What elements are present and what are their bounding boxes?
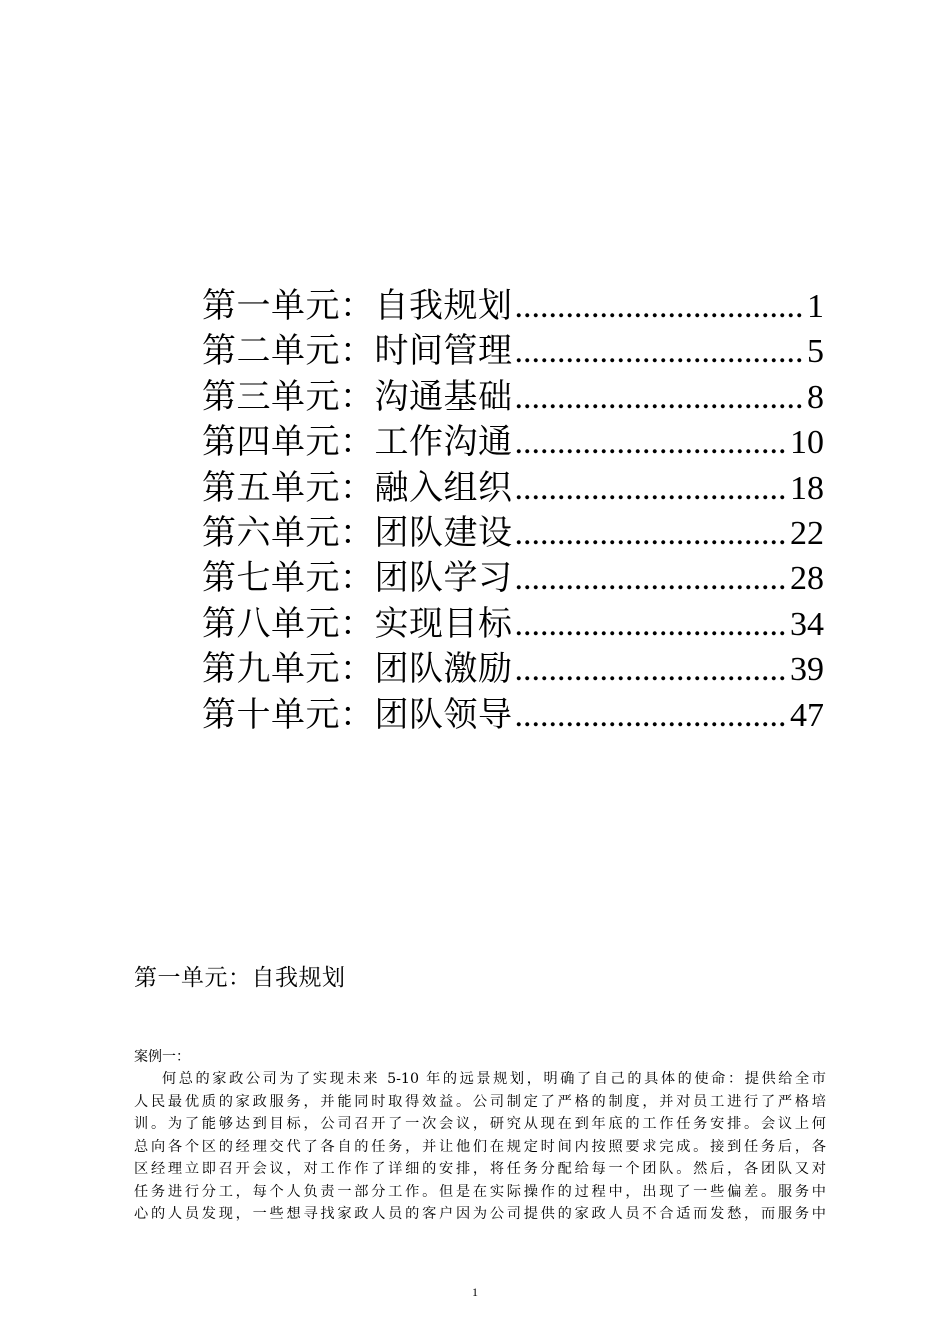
section-heading: 第一单元：自我规划 (134, 965, 346, 991)
toc-entry-page: 18 (790, 469, 824, 507)
toc-entry-page: 39 (790, 651, 824, 689)
toc-leader-dots (515, 284, 806, 329)
toc-leader-dots (515, 420, 789, 465)
body-line: 人民最优质的家政服务，并能同时取得效益。公司制定了严格的制度，并对员工进行了严格培 (134, 1093, 826, 1110)
toc-entry[interactable] (202, 602, 824, 647)
toc-entry[interactable] (202, 556, 824, 601)
toc-entry-page: 47 (790, 696, 824, 734)
toc-entry[interactable] (202, 693, 824, 738)
body-line: 心的人员发现，一些想寻找家政人员的客户因为公司提供的家政人员不合适而发愁，而服务中 (134, 1206, 826, 1222)
toc-entry[interactable] (202, 329, 824, 374)
toc-entry[interactable] (202, 420, 824, 465)
body-line: 何总的家政公司为了实现未来 5-10 年的远景规划，明确了自己的具体的使命：提供给全市 (162, 1071, 826, 1087)
page-number: 1 (472, 1285, 478, 1299)
case-label: 案例一： (134, 1049, 190, 1065)
toc-leader-dots (515, 602, 789, 647)
toc-entry-page: 8 (807, 378, 824, 416)
toc-leader-dots (515, 693, 789, 738)
toc-entry[interactable] (202, 375, 824, 420)
toc-entry-title: 第九单元：团队激励 (202, 649, 513, 690)
case-body-paragraph (134, 1068, 826, 1226)
toc-entry-title: 第四单元：工作沟通 (202, 422, 513, 463)
toc-leader-dots (515, 511, 789, 556)
toc-leader-dots (515, 556, 789, 601)
body-line: 区经理立即召开会议，对工作作了详细的安排，将任务分配给每一个团队。然后，各团队又对 (134, 1161, 826, 1177)
toc-entry-title: 第十单元：团队领导 (202, 694, 513, 735)
body-line: 任务进行分工，每个人负责一部分工作。但是在实际操作的过程中，出现了一些偏差。服务中 (134, 1183, 826, 1200)
toc-entry[interactable] (202, 647, 824, 692)
toc-entry-page: 1 (807, 288, 824, 325)
toc-leader-dots (515, 329, 806, 374)
toc-entry-page: 5 (807, 333, 824, 371)
toc-leader-dots (515, 466, 789, 511)
toc-entry-title: 第八单元：实现目标 (202, 603, 513, 644)
toc-entry-title: 第五单元：融入组织 (202, 467, 513, 508)
toc-entry[interactable] (202, 511, 824, 556)
body-line: 训。为了能够达到目标，公司召开了一次会议，研究从现在到年底的工作任务安排。会议上何 (134, 1116, 826, 1132)
toc-entry[interactable] (202, 466, 824, 511)
toc-entry-page: 34 (790, 605, 824, 643)
toc-entry-title: 第七单元：团队学习 (202, 558, 513, 599)
body-line: 总向各个区的经理交代了各自的任务，并让他们在规定时间内按照要求完成。接到任务后，各 (134, 1138, 826, 1155)
toc-entry[interactable] (202, 284, 824, 329)
toc-leader-dots (515, 375, 806, 420)
toc-entry-page: 28 (790, 560, 824, 598)
toc-entry-title: 第一单元：自我规划 (202, 286, 513, 326)
table-of-contents (202, 284, 824, 738)
toc-entry-page: 10 (790, 424, 824, 462)
toc-entry-page: 22 (790, 514, 824, 552)
toc-entry-title: 第三单元：沟通基础 (202, 376, 513, 417)
toc-entry-title: 第六单元：团队建设 (202, 512, 513, 553)
toc-leader-dots (515, 647, 789, 692)
toc-entry-title: 第二单元：时间管理 (202, 331, 513, 372)
